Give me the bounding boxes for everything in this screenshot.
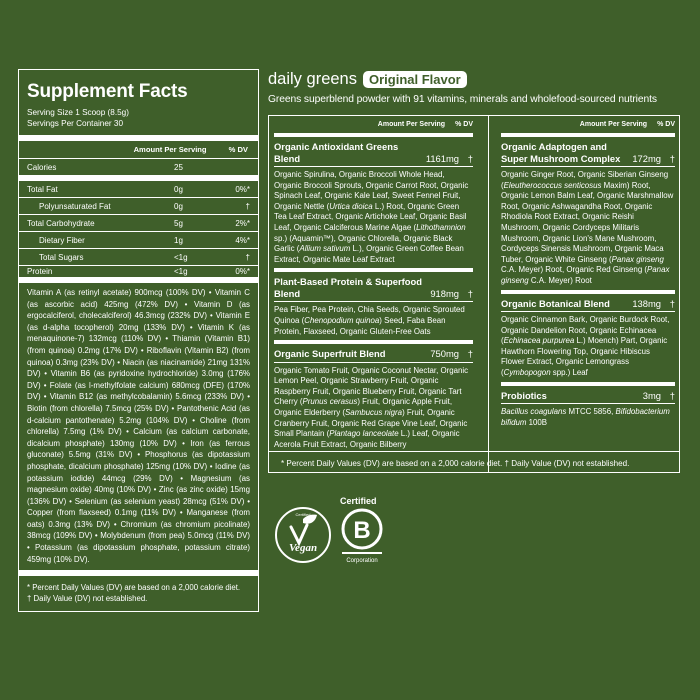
- nutrient-amount: 0g: [174, 201, 183, 211]
- latin-name: Plantago lanceolate: [329, 429, 399, 439]
- blend-header: [274, 276, 473, 299]
- ingredient-text: Organic Spirulina, Organic Broccoli Whole Head, Organic Broccoli Sprouts, Organic Carrot Root, Organic Spinach Leaf, Organic Kale Leaf, Sweet Fennel Fruit, Organic Nettle (: [274, 170, 469, 211]
- nutrient-row: [19, 198, 258, 215]
- facts-column-header: [19, 141, 258, 159]
- servings-per-container: Servings Per Container 30: [27, 119, 124, 128]
- ingredient-text: L.) Root, Organic Green Tea Leaf Extract, Organic Artichoke Leaf, Organic Basil Leaf, Organic Calciferous Marine Algae (: [274, 201, 467, 232]
- ingredient-text: ) Fruit, Organic Cranberry Fruit, Organic Red Grape Vine Leaf, Organic Small Plantain (: [274, 408, 468, 439]
- blend-dv: †: [669, 152, 675, 164]
- nutrient-amount: 1g: [174, 235, 183, 245]
- blend-name: Plant-Based Protein & Superfood Blend: [274, 276, 422, 299]
- nutrient-amount: <1g: [174, 267, 188, 276]
- amount-per-serving-label: Amount Per Serving: [133, 145, 207, 154]
- certified-vegan-logo: [273, 505, 333, 565]
- ingredient-text: spp.) Leaf: [550, 368, 588, 377]
- blend-block: [501, 390, 675, 432]
- ingredient-text: L.) Leaf, Organic Acerola Fruit Extract, Organic Bilberry: [274, 429, 460, 449]
- ingredient-text: Organic Cinnamon Bark, Organic Burdock Root, Organic Dandelion Root, Organic Echinacea (: [501, 315, 670, 346]
- blend-amount: 172mg: [632, 152, 661, 164]
- blend-name: Organic Superfruit Blend: [274, 348, 386, 360]
- nutrient-amount: 0g: [174, 184, 183, 194]
- blend-block: [274, 276, 473, 344]
- ingredients-column-header: [501, 116, 675, 133]
- amount-per-serving-label: Amount Per Serving: [579, 121, 648, 128]
- bcorp-letter: B: [353, 517, 371, 544]
- ingredients-column-header: [274, 116, 473, 133]
- right-blends: [501, 141, 675, 431]
- thick-divider: [274, 268, 473, 272]
- nutrient-label: Total Carbohydrate: [27, 218, 95, 228]
- ingredient-text: Pea Fiber, Pea Protein, Chia Seeds, Organic Sprouted Quinoa (: [274, 305, 465, 325]
- blend-amount: 750mg: [430, 348, 459, 360]
- latin-name: Allium sativum: [299, 244, 351, 254]
- blend-amount: 138mg: [632, 297, 661, 309]
- blend-block: [274, 348, 473, 453]
- ingredient-text: L.) Moench) Part, Organic Hawthorn Flowering Top, Organic Hibiscus Flower Extract, Organic Lemongrass (: [501, 336, 668, 377]
- ingredient-text: Organic Tomato Fruit, Organic Coconut Nectar, Organic Lemon Peel, Organic Strawberry Fruit, Organic Raspberry Fruit, Organic Blueberry Fruit, Organic Tart Cherry (: [274, 365, 469, 407]
- flavor-badge: Original Flavor: [363, 71, 467, 88]
- thick-divider: [501, 133, 675, 137]
- nutrient-amount: 5g: [174, 218, 183, 228]
- footnote-dagger: † Daily Value (DV) not established.: [27, 594, 148, 604]
- blend-ingredients: [501, 312, 675, 382]
- product-subtitle: Greens superblend powder with 91 vitamins, minerals and wholefood-sourced nutrients: [268, 94, 657, 105]
- product-header: [268, 70, 467, 89]
- latin-name: Chenopodium quinoa: [304, 315, 380, 325]
- ingredient-text: sp.) (Aquamin™), Organic Chlorella, Organic Black Garlic (: [274, 233, 453, 254]
- nutrient-label: Total Fat: [27, 184, 58, 194]
- nutrient-row: [19, 181, 258, 198]
- ingredients-left-column: [274, 116, 473, 453]
- ingredient-text: C.A. Meyer) Root, Organic Red Ginseng (: [501, 265, 648, 275]
- ingredient-text: ) Fruit, Organic Apple Fruit, Organic Elderberry (: [274, 397, 453, 417]
- blend-amount: 3mg: [642, 389, 661, 401]
- nutrient-label: Protein: [27, 267, 53, 276]
- nutrient-label: Total Sugars: [39, 252, 84, 262]
- vegan-arc-text: Certified: [295, 512, 311, 517]
- blend-dv: †: [669, 389, 675, 401]
- latin-name: Prunus cerasus: [302, 397, 358, 407]
- ingredient-text: L.), Organic Green Coffee Bean Extract, Organic Mate Leaf Extract: [274, 244, 464, 264]
- latin-name: Bifidobacterium bifidum: [501, 407, 670, 427]
- vegan-text: Vegan: [288, 542, 318, 554]
- ingredients-panel: [268, 115, 680, 473]
- latin-name: Lithothamnion: [416, 222, 466, 232]
- latin-name: Cymbopogon: [503, 368, 551, 377]
- nutrient-label: Calories: [27, 162, 57, 172]
- nutrient-amount: 25: [174, 162, 183, 172]
- bcorp-logo: [340, 507, 385, 569]
- latin-name: Eleutherococcus senticosus: [503, 180, 602, 190]
- blend-block: [274, 141, 473, 272]
- serving-size: Serving Size 1 Scoop (8.5g): [27, 108, 129, 117]
- check-v-icon: [291, 525, 307, 543]
- blend-dv: †: [669, 297, 675, 309]
- blend-dv: †: [467, 152, 473, 164]
- blend-ingredients: [501, 404, 675, 431]
- nutrient-dv: 2%*: [235, 218, 250, 228]
- blend-dv: †: [467, 287, 473, 299]
- blend-header: [501, 141, 675, 164]
- bcorp-certified-label: Certified: [340, 496, 377, 506]
- blend-ingredients: [274, 363, 473, 454]
- thick-divider: [501, 382, 675, 386]
- nutrient-amount: <1g: [174, 252, 188, 262]
- ingredient-text: ) Seed, Faba Bean Protein, Flaxseed, Organic Gluten-Free Oats: [274, 315, 446, 336]
- latin-name: Bacillus coagulans: [501, 407, 567, 417]
- vitamins-minerals-list: Vitamin A (as retinyl acetate) 900mcg (100% DV) • Vitamin C (as ascorbic acid) 425mg (472% DV) • Vitamin D (as ergocalciferol, cholecalciferol) 46.3mcg (232% DV) • Vitamin E (as d-alpha tocopherol) 20mg (133% DV) • Vitamin K (as menaquinone-7) 132mcg (110% DV) • Thiamin (Vitamin B1) (from quinoa) 0.2mg (17% DV) • Riboflavin (Vitamin B2) (from quinoa) 0.3mg (23% DV) • Niacin (as niacinamide) 21mg 131% DV) • Vitamin B6 (as pyridoxine hydrochloride) 3.0mg (176% DV) • Folate (as l-methylfolate calcium) 680mcg (DFE) (170% DV) • Vitamin B12 (as methylcobalamin) 5.6mcg (233% DV) • Biotin (from chlorella) 7.5mcg (25% DV) • Pantothenic Acid (as d-calcium pantothenate) 5.2mg (104% DV) • Choline (from chlorella) 7.5mg (1% DV) • Calcium (as calcium carbonate, dicalcium phosphate) 130mg (10% DV) • Iron (as ferrous gluconate) 5.5mg (31% DV) • Phosphorus (as dipotassium phosphate, dicalcium phosphate) 125mg (10% DV) • Iodine (as potassium iodide) 44mcg (29% DV) • Magnesium (as magnesium oxide) 40mg (10% DV) • Zinc (as zinc oxide) 15mg (136% DV) • Selenium (as selenium yeast) 28mcg (51% DV) • Copper (from flaxseed) 0.1mg (11% DV) • Manganese (from oats) 0.3mg (13% DV) • Chromium (as chromium picolinate) 38mcg (109% DV) • Molybdenum (from pea) 5.0mcg (11% DV) • Potassium (as dipotassium phosphate, potassium citrate) 459mg (10% DV).: [27, 288, 250, 564]
- thick-divider: [274, 340, 473, 344]
- nutrient-dv: 0%*: [235, 184, 250, 194]
- blend-dv: †: [467, 348, 473, 360]
- thick-divider: [501, 290, 675, 294]
- nutrient-dv: †: [245, 252, 250, 262]
- supplement-facts-title: Supplement Facts: [27, 81, 188, 102]
- blend-ingredients: [501, 167, 675, 290]
- nutrient-row: [19, 266, 258, 283]
- blend-ingredients: [274, 302, 473, 340]
- latin-name: Echinacea purpurea: [503, 336, 575, 346]
- ingredients-footnote: * Percent Daily Values (DV) are based on a 2,000 calorie diet. † Daily Value (DV) not established.: [269, 451, 679, 468]
- facts-footnote: [27, 576, 250, 604]
- latin-name: Panax ginseng: [611, 254, 664, 264]
- blend-ingredients: [274, 167, 473, 268]
- ingredients-right-column: [501, 116, 675, 431]
- dv-label: % DV: [228, 145, 248, 154]
- blend-name: Organic Adaptogen and Super Mushroom Complex: [501, 141, 621, 164]
- blend-amount: 1161mg: [425, 152, 459, 164]
- nutrient-dv: †: [245, 201, 250, 211]
- ingredient-text: 100B: [526, 417, 548, 427]
- blend-name: Organic Antioxidant Greens Blend: [274, 141, 399, 164]
- product-name: daily greens: [268, 70, 357, 88]
- ingredient-text: MTCC 5856,: [566, 407, 616, 417]
- ingredient-text: C.A. Meyer) Root: [528, 275, 592, 285]
- latin-name: Urtica dioica: [329, 201, 373, 211]
- latin-name: Sambucus nigra: [345, 408, 403, 417]
- blend-header: [501, 390, 675, 402]
- dv-label: % DV: [657, 121, 675, 128]
- column-divider: [488, 116, 489, 472]
- supplement-facts-panel: [18, 69, 259, 612]
- ingredient-text: Maxim) Root, Organic Lemon Balm Leaf, Organic Marshmallow Root, Organic Ashwagandha Root, Organic Rhodiola Root Extract, Organic Reishi Mushroom, Organic Cordyceps Militaris Mushroom, Organic Lion's Mane Mushroom, Cordyceps Sinensis Mushroom, Organic Maca Tuber, Organic White Ginseng (: [501, 180, 674, 264]
- bcorp-corporation: Corporation: [346, 558, 378, 564]
- blend-block: [501, 298, 675, 386]
- nutrient-row: [19, 159, 258, 181]
- blend-amount: 918mg: [430, 287, 459, 299]
- left-blends: [274, 141, 473, 453]
- nutrient-label: Dietary Fiber: [39, 235, 85, 245]
- nutrient-dv: 4%*: [235, 235, 250, 245]
- blend-header: [274, 141, 473, 164]
- blend-name: Organic Botanical Blend: [501, 297, 610, 309]
- latin-name: Panax ginseng: [501, 265, 670, 285]
- blend-block: [501, 141, 675, 294]
- nutrient-row: [19, 232, 258, 249]
- ingredient-text: Organic Ginger Root, Organic Siberian Ginseng (: [501, 170, 669, 190]
- blend-header: [274, 348, 473, 360]
- blend-header: [501, 298, 675, 310]
- facts-rows: [27, 159, 250, 283]
- blend-name: Probiotics: [501, 389, 547, 401]
- nutrient-row: [19, 215, 258, 232]
- amount-per-serving-label: Amount Per Serving: [377, 121, 446, 128]
- thick-divider: [274, 133, 473, 137]
- nutrient-row: [19, 249, 258, 266]
- footnote-dv: * Percent Daily Values (DV) are based on a 2,000 calorie diet.: [27, 583, 241, 593]
- nutrient-dv: 0%*: [235, 267, 250, 276]
- dv-label: % DV: [455, 121, 473, 128]
- nutrient-label: Polyunsaturated Fat: [39, 201, 111, 211]
